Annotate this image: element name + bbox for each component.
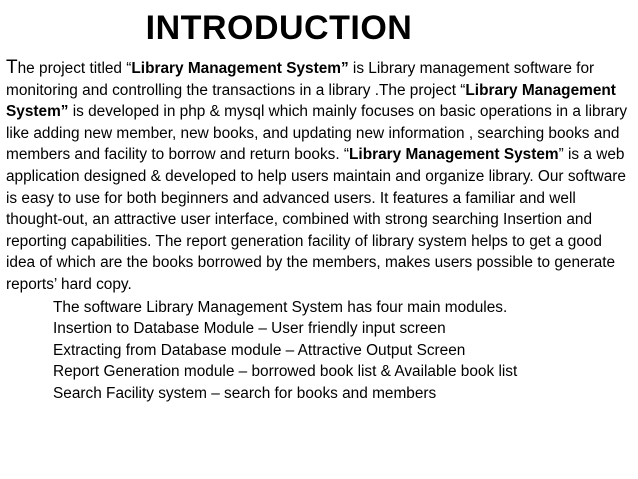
module-item: Extracting from Database module – Attractive Output Screen xyxy=(53,341,466,359)
modules-heading: The software Library Management System has four main modules. xyxy=(53,298,508,316)
module-item: Search Facility system – search for books and members xyxy=(53,384,437,402)
slide-title xyxy=(0,8,638,48)
intro-paragraph xyxy=(6,57,632,296)
module-item: Report Generation module – borrowed book list & Available book list xyxy=(53,363,518,381)
slide-body xyxy=(6,57,632,405)
modules-list xyxy=(6,297,632,405)
intro-bold-3: Library Management System xyxy=(349,146,559,164)
slide-title-text: INTRODUCTION xyxy=(145,9,413,47)
intro-first-letter: T xyxy=(6,57,18,78)
intro-text-3: is developed in php & mysql which mainly focuses on basic operations in a library like adding new member, new books, and updating new information , searching books and members and facility to borrow and return books. “ xyxy=(6,103,628,164)
intro-text-2: is Library management software for monitoring and controlling the transactions in a library .The project “ xyxy=(6,60,595,99)
intro-text-4: ” is a web application designed & developed to help users maintain and organize library. Our software is easy to use for both beginners and advanced users. It features a familiar and well thought-out, an attractive user interface, combined with strong searching Insertion and reporting capabilities. The report generation facility of library system helps to get a good idea of which are the books borrowed by the members, makes users possible to generate reports’ hard copy. xyxy=(6,146,626,293)
module-item: Insertion to Database Module – User friendly input screen xyxy=(53,320,446,338)
intro-bold-2: Library Management System” xyxy=(6,81,616,121)
intro-text-1: he project titled “ xyxy=(17,60,132,77)
intro-bold-1: Library Management System” xyxy=(131,60,349,77)
